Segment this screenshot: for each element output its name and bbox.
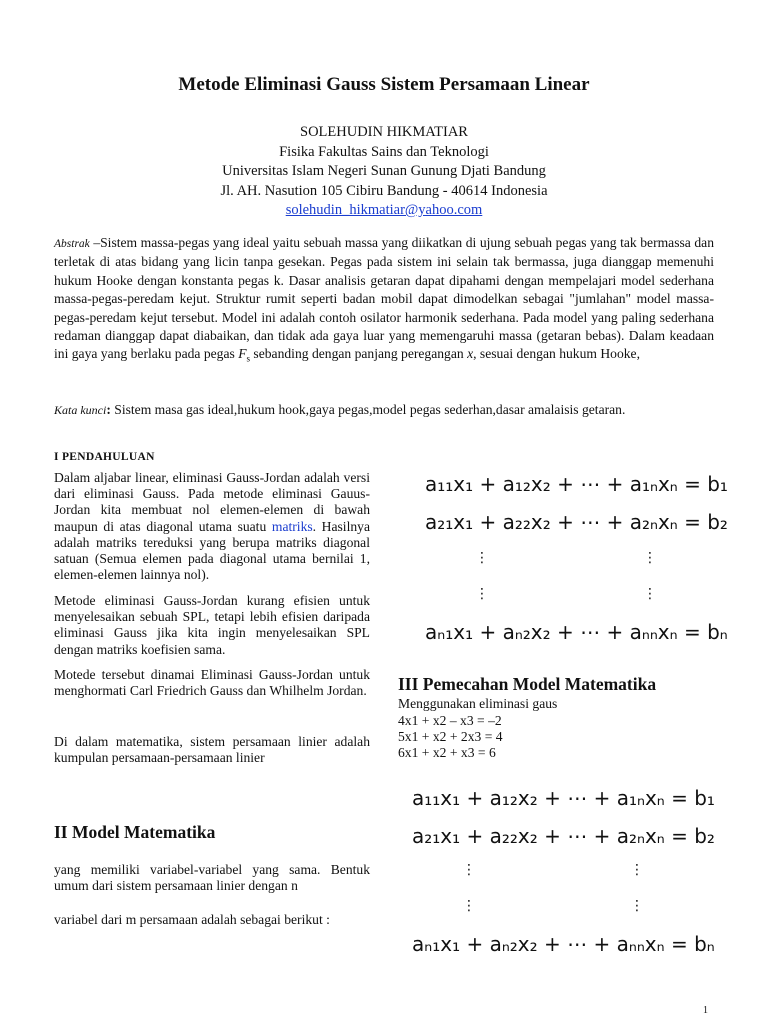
section2-heading: II Model Matematika: [54, 822, 216, 842]
abstract-label: Abstrak: [54, 238, 90, 250]
equation-row-n: aₙ₁x₁ + aₙ₂x₂ + ⋯ + aₙₙxₙ = bₙ: [412, 932, 715, 956]
author-block: [0, 123, 768, 221]
vertical-dots-left: ⋮: [462, 898, 476, 914]
section1-heading: I PENDAHULUAN: [54, 451, 155, 463]
abstract-x-symbol: x: [467, 346, 474, 362]
paper-title: Metode Eliminasi Gauss Sistem Persamaan Linear: [178, 74, 590, 95]
author-address: Jl. AH. Nasution 105 Cibiru Bandung - 40614 Indonesia: [220, 182, 548, 199]
equation-row-2: a₂₁x₁ + a₂₂x₂ + ⋯ + a₂ₙxₙ = b₂: [412, 824, 715, 848]
section1-p1-text: Dalam aljabar linear, eliminasi Gauss-Jordan adalah versi dari eliminasi Gauss. Pada metode eliminasi Gauus-Jordan kita membuat nol elemen-elemen di bawah maupun di atas diagonal utama suatu: [54, 470, 370, 534]
section3-equation-1: 4x1 + x2 – x3 = –2: [398, 713, 502, 728]
vertical-dots-right: ⋮: [643, 586, 657, 602]
section2-paragraph-1: yang memiliki variabel-variabel yang sama. Bentuk umum dari sistem persamaan linier dengan n: [54, 862, 370, 894]
equation-row-2: a₂₁x₁ + a₂₂x₂ + ⋯ + a₂ₙxₙ = b₂: [425, 510, 728, 534]
vertical-dots-right: ⋮: [643, 550, 657, 566]
equation-system-1: [425, 472, 728, 652]
equation-row-1: a₁₁x₁ + a₁₂x₂ + ⋯ + a₁ₙxₙ = b₁: [425, 472, 728, 496]
keywords-text: Sistem masa gas ideal,hukum hook,gaya pegas,model pegas sederhan,dasar amalaisis getaran.: [110, 402, 626, 417]
section1-p1-text-end: . Hasilnya adalah matriks tereduksi yang berupa matriks diagonal satuan (Semua elemen pada diagonal utama bernilai 1, elemen-elemen lainnya nol).: [54, 518, 370, 583]
vertical-dots-left: ⋮: [462, 862, 476, 878]
section2-paragraph-2: variabel dari m persamaan adalah sebagai berikut :: [54, 912, 330, 927]
abstract-force-subscript: s: [246, 354, 251, 365]
abstract-force-symbol: F: [238, 346, 247, 362]
vertical-dots-left: ⋮: [475, 586, 489, 602]
section3-equation-2: 5x1 + x2 + 2x3 = 4: [398, 729, 503, 744]
equation-system-2: [412, 786, 715, 966]
equation-row-n: aₙ₁x₁ + aₙ₂x₂ + ⋯ + aₙₙxₙ = bₙ: [425, 620, 728, 644]
author-faculty: Fisika Fakultas Sains dan Teknologi: [279, 143, 489, 160]
vertical-dots-right: ⋮: [630, 898, 644, 914]
section1-paragraph-2: Metode eliminasi Gauss-Jordan kurang efisien untuk menyelesaikan sebuah SPL, tetapi lebih efisien daripada eliminasi Gauss jika kita ingin menyelesaikan SPL dengan matriks koefisien sama.: [54, 593, 370, 657]
author-email-link[interactable]: solehudin_hikmatiar@yahoo.com: [285, 202, 483, 218]
keywords-colon: :: [106, 402, 111, 417]
section1-paragraph-1: [54, 470, 370, 583]
section3-intro: Menggunakan eliminasi gaus: [398, 696, 558, 711]
equation-row-1: a₁₁x₁ + a₁₂x₂ + ⋯ + a₁ₙxₙ = b₁: [412, 786, 715, 810]
section1-paragraph-4: Di dalam matematika, sistem persamaan linier adalah kumpulan persamaan-persamaan linier: [54, 734, 370, 766]
section3-heading: III Pemecahan Model Matematika: [398, 674, 657, 694]
vertical-dots-left: ⋮: [475, 550, 489, 566]
vertical-dots-right: ⋮: [630, 862, 644, 878]
author-name: SOLEHUDIN HIKMATIAR: [300, 124, 468, 140]
abstract: [54, 234, 714, 369]
keywords: [54, 402, 714, 418]
abstract-text: Sistem massa-pegas yang ideal yaitu sebuah massa yang diikatkan di ujung sebuah pegas yang tak bermassa dan terletak di atas bidang yang licin tanpa gesekan. Pegas pada sistem ini selain tak bermassa, juga dianggap memenuhi hukum Hooke dengan konstanta pegas k. Dasar analisis getaran dapat dipahami dengan mempelajari model sederhana massa-pegas-peredam kejut. Struktur rumit seperti badan mobil dapat dimodelkan sebagai "jumlahan" model massa-pegas-peredam kejut tersebut. Model ini adalah contoh osilator harmonik sederhana. Pada model yang paling sederhana redaman dianggap dapat diabaikan, dan tidak ada gaya luar yang memengaruhi massa (getaran bebas). Dalam keadaan ini gaya yang berlaku pada pegas: [54, 235, 714, 362]
section1-paragraph-3: Motede tersebut dinamai Eliminasi Gauss-Jordan untuk menghormati Carl Friedrich Gauss dan Whilhelm Jordan.: [54, 667, 370, 699]
abstract-dash: –: [89, 235, 101, 250]
page-number: 1: [703, 1005, 708, 1016]
keywords-label: Kata kunci: [54, 403, 107, 417]
author-university: Universitas Islam Negeri Sunan Gunung Djati Bandung: [222, 163, 546, 179]
abstract-text-end: , sesuai dengan hukum Hooke,: [473, 346, 640, 362]
section3-equation-3: 6x1 + x2 + x3 = 6: [398, 745, 496, 760]
matriks-link[interactable]: matriks: [271, 518, 313, 534]
abstract-text-mid: sebanding dengan panjang peregangan: [250, 346, 468, 362]
